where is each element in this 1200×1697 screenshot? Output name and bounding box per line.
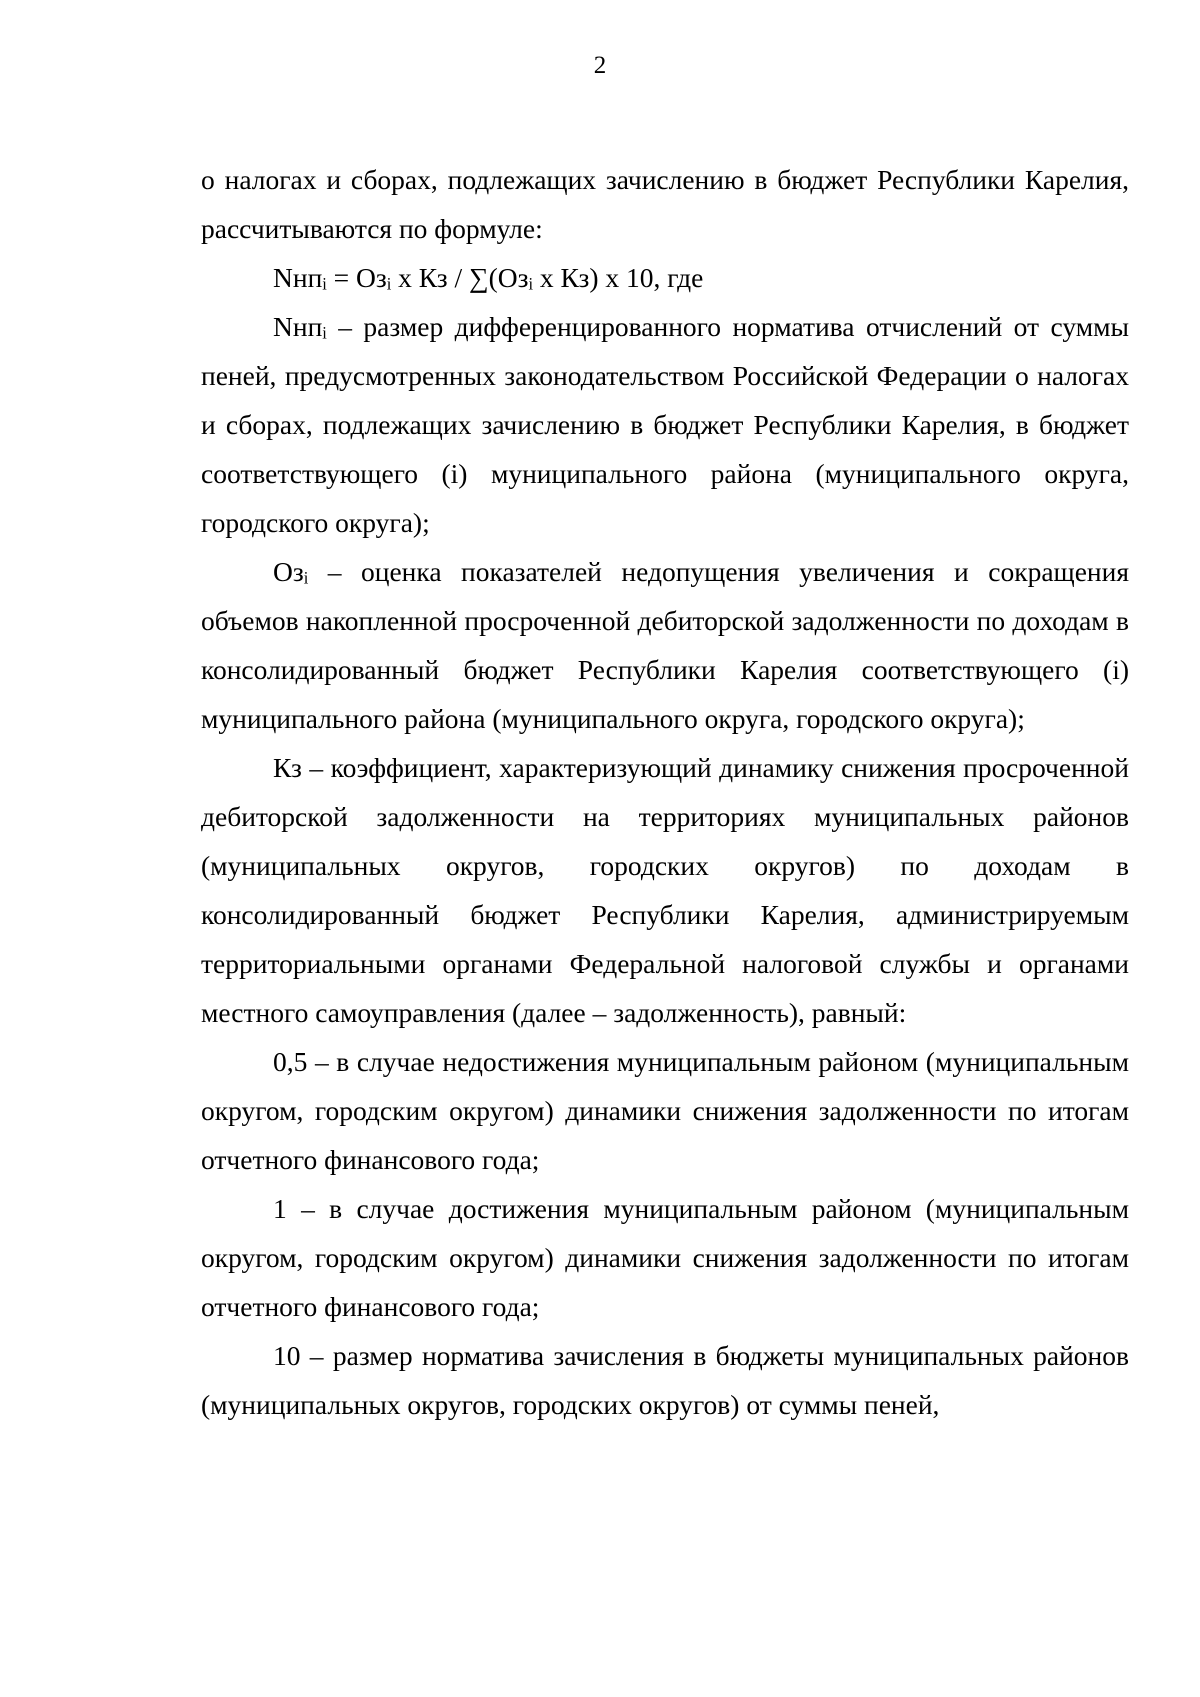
definition-nnp: Nнпᵢ – размер дифференцированного норматива отчислений от суммы пеней, предусмотренных законодательством Российской Федерации о налогах и сборах, подлежащих зачислению в бюджет Республики Карелия, в бюджет соответствующего (i) муниципального района (муниципального округа, городского округа); xyxy=(201,311,1129,538)
document-body xyxy=(201,155,1129,1429)
coefficient-value-0-5: 0,5 – в случае недостижения муниципальным районом (муниципальным округом, городским округом) динамики снижения задолженности по итогам отчетного финансового года; xyxy=(201,1046,1129,1175)
paragraph-continuation: о налогах и сборах, подлежащих зачислению в бюджет Республики Карелия, рассчитываются по формуле: xyxy=(201,164,1129,244)
page-number: 2 xyxy=(593,52,607,79)
definition-kz: Кз – коэффициент, характеризующий динамику снижения просроченной дебиторской задолженности на территориях муниципальных районов (муниципальных округов, городских округов) по доходам в консолидированный бюджет Республики Карелия, администрируемым территориальными органами Федеральной налоговой службы и органами местного самоуправления (далее – задолженность), равный: xyxy=(201,752,1129,1028)
definition-oz: Озᵢ – оценка показателей недопущения увеличения и сокращения объемов накопленной просроченной дебиторской задолженности по доходам в консолидированный бюджет Республики Карелия соответствующего (i) муниципального района (муниципального округа, городского округа); xyxy=(201,556,1129,734)
definition-10: 10 – размер норматива зачисления в бюджеты муниципальных районов (муниципальных округов, городских округов) от суммы пеней, xyxy=(201,1340,1129,1420)
formula: Nнпᵢ = Озᵢ х Кз / ∑(Озᵢ х Кз) х 10, где xyxy=(273,262,704,293)
coefficient-value-1: 1 – в случае достижения муниципальным районом (муниципальным округом, городским округом) динамики снижения задолженности по итогам отчетного финансового года; xyxy=(201,1193,1129,1322)
